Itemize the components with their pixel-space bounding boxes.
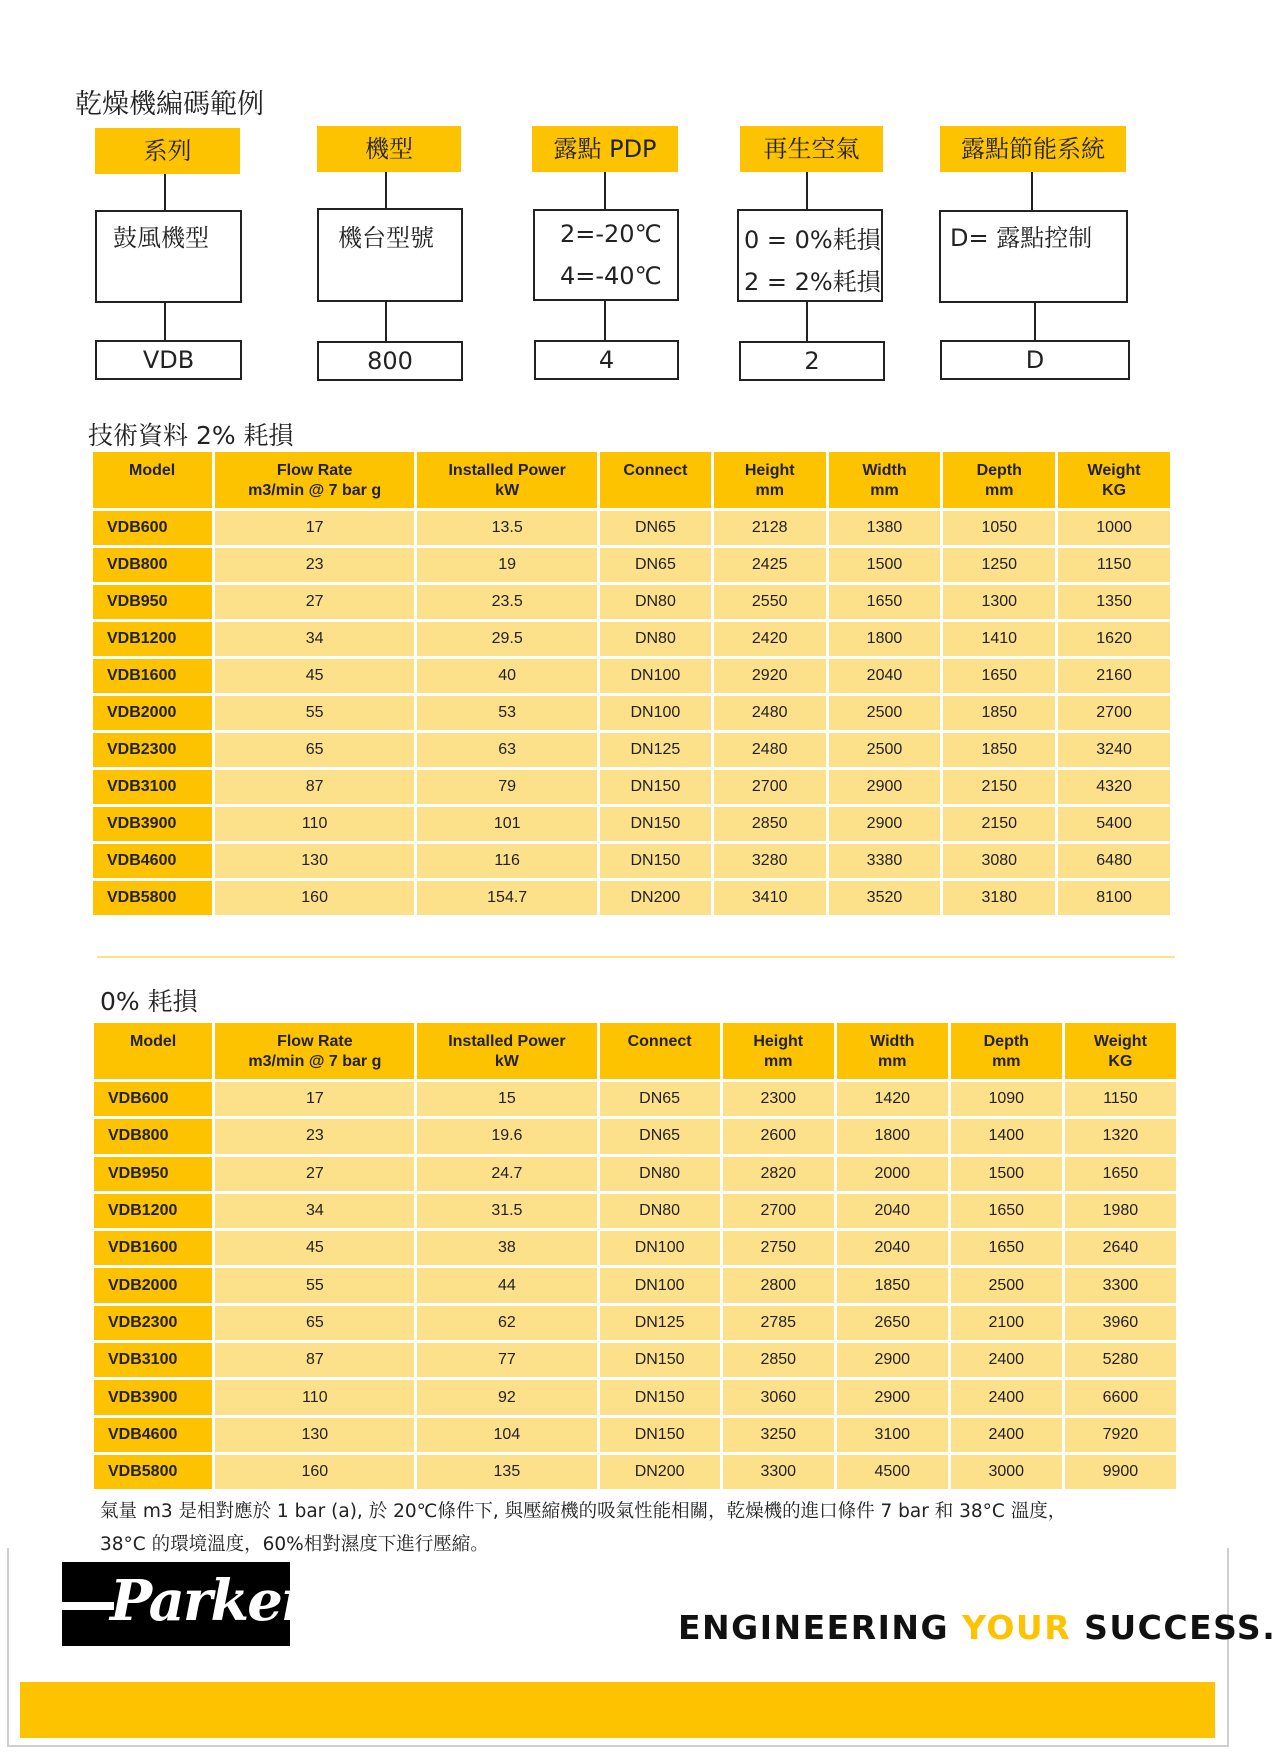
table-cell: 2300	[723, 1082, 834, 1116]
column-header	[837, 1023, 948, 1079]
connector-line	[164, 303, 166, 341]
column-header-text: Model	[130, 1033, 177, 1050]
table-cell: 2550	[714, 585, 826, 619]
table-cell: 1650	[1065, 1157, 1176, 1191]
table-cell: 3000	[951, 1455, 1062, 1489]
page-title: 乾燥機編碼範例	[75, 89, 264, 120]
column-header	[723, 1023, 834, 1079]
table-cell: 2600	[723, 1119, 834, 1153]
model-cell: VDB4600	[93, 844, 212, 878]
table-cell: 2400	[951, 1380, 1062, 1414]
footer-frame-line	[7, 1745, 1229, 1747]
table-cell: DN80	[600, 622, 711, 656]
column-header	[215, 1023, 414, 1079]
table-row	[94, 1194, 1176, 1228]
column-header-text: mm	[985, 482, 1014, 499]
table-cell: 130	[215, 844, 415, 878]
table-cell: 2500	[829, 733, 941, 767]
table-cell: DN150	[600, 770, 711, 804]
table1-title: 技術資料 2% 耗損	[88, 421, 294, 450]
footer-frame-line	[7, 1548, 9, 1746]
table-row	[94, 1306, 1176, 1340]
table-cell: 4320	[1058, 770, 1170, 804]
connector-line	[385, 172, 387, 208]
spec-table-0pct	[91, 1020, 1179, 1492]
model-cell: VDB1200	[93, 622, 212, 656]
table-cell: DN125	[600, 733, 711, 767]
table-cell: 1650	[951, 1194, 1062, 1228]
table-cell: 40	[417, 659, 597, 693]
column-header	[600, 1023, 720, 1079]
table-cell: 2850	[714, 807, 826, 841]
table-cell: DN200	[600, 881, 711, 915]
table-cell: 2850	[723, 1343, 834, 1377]
column-header-text: kW	[495, 482, 520, 499]
table-cell: 1800	[829, 622, 941, 656]
column-header-text: KG	[1102, 482, 1127, 499]
table-row	[94, 1380, 1176, 1414]
column-header-text: Installed Power	[448, 462, 566, 479]
table-cell: 3380	[829, 844, 941, 878]
table-cell: 2700	[714, 770, 826, 804]
model-cell: VDB2000	[94, 1268, 212, 1302]
table-cell: DN150	[600, 844, 711, 878]
column-header-text: Installed Power	[448, 1033, 566, 1050]
table-cell: 2800	[723, 1268, 834, 1302]
table-cell: 1620	[1058, 622, 1170, 656]
footnote-line-1: 氣量 m3 是相對應於 1 bar (a), 於 20℃條件下, 與壓縮機的吸氣性能相關，乾燥機的進口條件 7 bar 和 38°C 溫度，	[100, 1501, 1067, 1522]
table-cell: 2700	[1058, 696, 1170, 730]
table-cell: 6480	[1058, 844, 1170, 878]
connector-line	[1034, 303, 1036, 341]
column-header-text: Flow Rate	[276, 462, 353, 479]
column-header-text: mm	[878, 1053, 907, 1070]
table-cell: 3250	[723, 1418, 834, 1452]
table-cell: 2900	[829, 770, 941, 804]
table-cell: DN100	[600, 1231, 720, 1265]
coding-value-series: VDB	[95, 340, 242, 380]
column-header	[94, 1023, 212, 1079]
model-cell: VDB600	[94, 1082, 212, 1116]
table-cell: 8100	[1058, 881, 1170, 915]
table-row	[93, 696, 1170, 730]
table-cell: 77	[417, 1343, 596, 1377]
table-cell: 87	[215, 770, 415, 804]
table-cell: 2920	[714, 659, 826, 693]
table-cell: 2040	[829, 659, 941, 693]
table-cell: DN150	[600, 1418, 720, 1452]
table-cell: 34	[215, 1194, 414, 1228]
table-cell: 31.5	[417, 1194, 596, 1228]
table-cell: 1850	[943, 733, 1055, 767]
table-row	[93, 844, 1170, 878]
table-cell: 2640	[1065, 1231, 1176, 1265]
model-cell: VDB5800	[94, 1455, 212, 1489]
table-cell: 1000	[1058, 511, 1170, 545]
column-header-text: mm	[870, 482, 899, 499]
table-cell: 1410	[943, 622, 1055, 656]
table-cell: 19.6	[417, 1119, 596, 1153]
model-cell: VDB800	[94, 1119, 212, 1153]
table-cell: 2040	[837, 1194, 948, 1228]
coding-header-series: 系列	[95, 128, 240, 174]
coding-value-model: 800	[317, 341, 463, 381]
column-header	[600, 452, 711, 508]
table-cell: DN200	[600, 1455, 720, 1489]
table-cell: DN100	[600, 659, 711, 693]
table-cell: 29.5	[417, 622, 597, 656]
coding-value-regen: 2	[739, 341, 885, 381]
connector-line	[164, 174, 166, 210]
table-cell: 15	[417, 1082, 596, 1116]
table-row	[93, 511, 1170, 545]
table-cell: DN80	[600, 585, 711, 619]
table-cell: 2900	[837, 1343, 948, 1377]
column-header-text: Height	[753, 1033, 804, 1050]
table-row	[93, 733, 1170, 767]
table-cell: 1850	[943, 696, 1055, 730]
table-cell: 2480	[714, 696, 826, 730]
table-cell: 34	[215, 622, 415, 656]
table-cell: 1980	[1065, 1194, 1176, 1228]
column-header	[417, 1023, 596, 1079]
coding-header-pdp: 露點 PDP	[532, 126, 678, 172]
column-header-text: Weight	[1087, 462, 1141, 479]
coding-desc-pdp-2: 4=-40℃	[560, 262, 662, 290]
column-header	[1058, 452, 1170, 508]
table-cell: 2750	[723, 1231, 834, 1265]
table-cell: DN100	[600, 1268, 720, 1302]
tagline-highlight: YOUR	[962, 1608, 1072, 1647]
table-cell: 3410	[714, 881, 826, 915]
table-cell: 154.7	[417, 881, 597, 915]
table-cell: 1050	[943, 511, 1055, 545]
table-cell: 1850	[837, 1268, 948, 1302]
column-header-text: Flow Rate	[277, 1033, 353, 1050]
footer-yellow-strip	[20, 1682, 1215, 1738]
column-header	[1065, 1023, 1176, 1079]
table-cell: 45	[215, 659, 415, 693]
column-header	[93, 452, 212, 508]
table-cell: 5280	[1065, 1343, 1176, 1377]
table-cell: 1320	[1065, 1119, 1176, 1153]
table-cell: 55	[215, 696, 415, 730]
connector-line	[806, 302, 808, 342]
model-cell: VDB3900	[94, 1380, 212, 1414]
table-cell: DN150	[600, 1343, 720, 1377]
section-divider	[97, 956, 1175, 958]
table-cell: 3520	[829, 881, 941, 915]
table-cell: 3100	[837, 1418, 948, 1452]
table-cell: 27	[215, 585, 415, 619]
coding-header-dewpoint-system: 露點節能系統	[940, 126, 1126, 172]
table-cell: 3240	[1058, 733, 1170, 767]
table-cell: 1380	[829, 511, 941, 545]
table-cell: 1090	[951, 1082, 1062, 1116]
coding-desc-regen-1: 0 = 0%耗損	[744, 226, 881, 254]
table-cell: 2420	[714, 622, 826, 656]
table-row	[94, 1455, 1176, 1489]
table-row	[93, 548, 1170, 582]
column-header-text: Width	[862, 462, 907, 479]
column-header	[943, 452, 1055, 508]
column-header-text: KG	[1108, 1053, 1133, 1070]
table-cell: 1650	[829, 585, 941, 619]
table2-title: 0% 耗損	[100, 987, 198, 1016]
table-cell: DN65	[600, 1082, 720, 1116]
table-cell: 79	[417, 770, 597, 804]
table-cell: 3960	[1065, 1306, 1176, 1340]
table-row	[94, 1119, 1176, 1153]
table-cell: 19	[417, 548, 597, 582]
table-cell: 45	[215, 1231, 414, 1265]
table-cell: 1400	[951, 1119, 1062, 1153]
table-cell: 130	[215, 1418, 414, 1452]
model-cell: VDB600	[93, 511, 212, 545]
table-cell: 92	[417, 1380, 596, 1414]
table-cell: 1500	[829, 548, 941, 582]
table-cell: DN150	[600, 807, 711, 841]
table-cell: 17	[215, 1082, 414, 1116]
coding-header-model: 機型	[317, 126, 461, 172]
table-row	[94, 1082, 1176, 1116]
column-header-text: mm	[755, 482, 784, 499]
table-cell: 1150	[1058, 548, 1170, 582]
table-cell: 2400	[951, 1343, 1062, 1377]
table-cell: DN150	[600, 1380, 720, 1414]
table-cell: 1650	[943, 659, 1055, 693]
table-cell: 2500	[829, 696, 941, 730]
table-cell: 2400	[951, 1418, 1062, 1452]
column-header-text: kW	[494, 1053, 519, 1070]
connector-line	[806, 172, 808, 210]
table-cell: 2128	[714, 511, 826, 545]
table-cell: 2160	[1058, 659, 1170, 693]
table-cell: 101	[417, 807, 597, 841]
parker-logo	[62, 1562, 309, 1646]
column-header-text: Height	[744, 462, 795, 479]
table-cell: 2150	[943, 770, 1055, 804]
model-cell: VDB950	[94, 1157, 212, 1191]
table-cell: 3060	[723, 1380, 834, 1414]
connector-line	[604, 301, 606, 341]
connector-line	[385, 302, 387, 342]
table-cell: 7920	[1065, 1418, 1176, 1452]
table-cell: 2900	[837, 1380, 948, 1414]
table-row	[93, 807, 1170, 841]
table-cell: 6600	[1065, 1380, 1176, 1414]
table-cell: 3300	[723, 1455, 834, 1489]
footnote-line-2: 38°C 的環境溫度，60%相對濕度下進行壓縮。	[100, 1534, 489, 1555]
model-cell: VDB1200	[94, 1194, 212, 1228]
table-cell: 1650	[951, 1231, 1062, 1265]
table-cell: 23.5	[417, 585, 597, 619]
column-header-text: Model	[129, 462, 176, 479]
table-cell: 116	[417, 844, 597, 878]
table-cell: 1350	[1058, 585, 1170, 619]
model-cell: VDB1600	[93, 659, 212, 693]
table-cell: 2150	[943, 807, 1055, 841]
table-cell: 2820	[723, 1157, 834, 1191]
table-cell: 53	[417, 696, 597, 730]
model-cell: VDB800	[93, 548, 212, 582]
table-cell: DN65	[600, 511, 711, 545]
table-cell: 2480	[714, 733, 826, 767]
table-cell: 27	[215, 1157, 414, 1191]
coding-desc-series: 鼓風機型	[113, 224, 209, 252]
table-cell: 3180	[943, 881, 1055, 915]
table-cell: 1500	[951, 1157, 1062, 1191]
table-cell: 3080	[943, 844, 1055, 878]
column-header-text: mm	[764, 1053, 793, 1070]
table-cell: 2040	[837, 1231, 948, 1265]
table-cell: 1800	[837, 1119, 948, 1153]
table-cell: 24.7	[417, 1157, 596, 1191]
column-header	[951, 1023, 1062, 1079]
table-row	[94, 1343, 1176, 1377]
table-cell: 55	[215, 1268, 414, 1302]
coding-desc-dewpoint-system: D= 露點控制	[950, 224, 1093, 252]
column-header	[417, 452, 597, 508]
table-cell: 160	[215, 881, 415, 915]
model-cell: VDB3100	[94, 1343, 212, 1377]
table-row	[93, 585, 1170, 619]
table-cell: 65	[215, 733, 415, 767]
table-cell: 65	[215, 1306, 414, 1340]
column-header-text: mm	[992, 1053, 1021, 1070]
table-cell: DN65	[600, 548, 711, 582]
connector-line	[604, 172, 606, 210]
table-cell: 1250	[943, 548, 1055, 582]
table-row	[94, 1418, 1176, 1452]
table-cell: DN80	[600, 1194, 720, 1228]
table-cell: 3280	[714, 844, 826, 878]
coding-value-pdp: 4	[534, 340, 679, 380]
table-cell: 2900	[829, 807, 941, 841]
model-cell: VDB4600	[94, 1418, 212, 1452]
table-cell: 2500	[951, 1268, 1062, 1302]
table-cell: 5400	[1058, 807, 1170, 841]
table-cell: 2700	[723, 1194, 834, 1228]
table-cell: 9900	[1065, 1455, 1176, 1489]
table-cell: 1420	[837, 1082, 948, 1116]
column-header-text: Depth	[983, 1033, 1029, 1050]
table-cell: 44	[417, 1268, 596, 1302]
model-cell: VDB2300	[94, 1306, 212, 1340]
logo-bar	[62, 1602, 114, 1610]
table-cell: 110	[215, 1380, 414, 1414]
table-row	[93, 881, 1170, 915]
table-cell: 104	[417, 1418, 596, 1452]
column-header-text: m3/min @ 7 bar g	[248, 1053, 382, 1070]
table-cell: 2785	[723, 1306, 834, 1340]
logo-text: Parker	[110, 1568, 309, 1634]
table-cell: 2100	[951, 1306, 1062, 1340]
table-row	[93, 622, 1170, 656]
column-header	[215, 452, 415, 508]
model-cell: VDB2300	[93, 733, 212, 767]
table-cell: DN65	[600, 1119, 720, 1153]
table-cell: 2425	[714, 548, 826, 582]
coding-header-regen: 再生空氣	[740, 126, 883, 172]
table-cell: DN80	[600, 1157, 720, 1191]
table-cell: 38	[417, 1231, 596, 1265]
table-cell: 13.5	[417, 511, 597, 545]
model-cell: VDB3900	[93, 807, 212, 841]
table-cell: 2000	[837, 1157, 948, 1191]
coding-desc-regen-2: 2 = 2%耗損	[744, 268, 881, 296]
table-cell: DN100	[600, 696, 711, 730]
table-cell: 135	[417, 1455, 596, 1489]
column-header-text: Depth	[976, 462, 1022, 479]
column-header-text: m3/min @ 7 bar g	[248, 482, 382, 499]
table-row	[94, 1157, 1176, 1191]
coding-value-dewpoint-system: D	[940, 340, 1130, 380]
column-header-text: Weight	[1093, 1033, 1147, 1050]
table-cell: 3300	[1065, 1268, 1176, 1302]
column-header-text: Width	[870, 1033, 915, 1050]
table-cell: 87	[215, 1343, 414, 1377]
connector-line	[1031, 172, 1033, 210]
coding-desc-pdp-1: 2=-20℃	[560, 220, 662, 248]
column-header-text: Connect	[627, 1033, 692, 1050]
coding-desc-model: 機台型號	[338, 224, 434, 252]
model-cell: VDB2000	[93, 696, 212, 730]
spec-table-2pct	[90, 449, 1173, 918]
tagline	[678, 1608, 1276, 1647]
table-cell: 4500	[837, 1455, 948, 1489]
table-cell: 62	[417, 1306, 596, 1340]
table-row	[93, 659, 1170, 693]
model-cell: VDB5800	[93, 881, 212, 915]
table-cell: 1150	[1065, 1082, 1176, 1116]
table-row	[93, 770, 1170, 804]
table-row	[94, 1268, 1176, 1302]
footnote	[100, 1495, 1200, 1561]
model-cell: VDB3100	[93, 770, 212, 804]
table-cell: 2650	[837, 1306, 948, 1340]
table-row	[94, 1231, 1176, 1265]
table-cell: 110	[215, 807, 415, 841]
table-cell: 1300	[943, 585, 1055, 619]
footer-frame-line	[1227, 1548, 1229, 1746]
table-cell: DN125	[600, 1306, 720, 1340]
column-header	[829, 452, 941, 508]
table-cell: 17	[215, 511, 415, 545]
table-cell: 160	[215, 1455, 414, 1489]
column-header-text: Connect	[623, 462, 688, 479]
model-cell: VDB1600	[94, 1231, 212, 1265]
table-cell: 23	[215, 548, 415, 582]
model-cell: VDB950	[93, 585, 212, 619]
table-cell: 63	[417, 733, 597, 767]
column-header	[714, 452, 826, 508]
tagline-part-1: ENGINEERING	[678, 1608, 963, 1647]
tagline-part-2: SUCCESS.	[1071, 1608, 1276, 1647]
table-cell: 23	[215, 1119, 414, 1153]
